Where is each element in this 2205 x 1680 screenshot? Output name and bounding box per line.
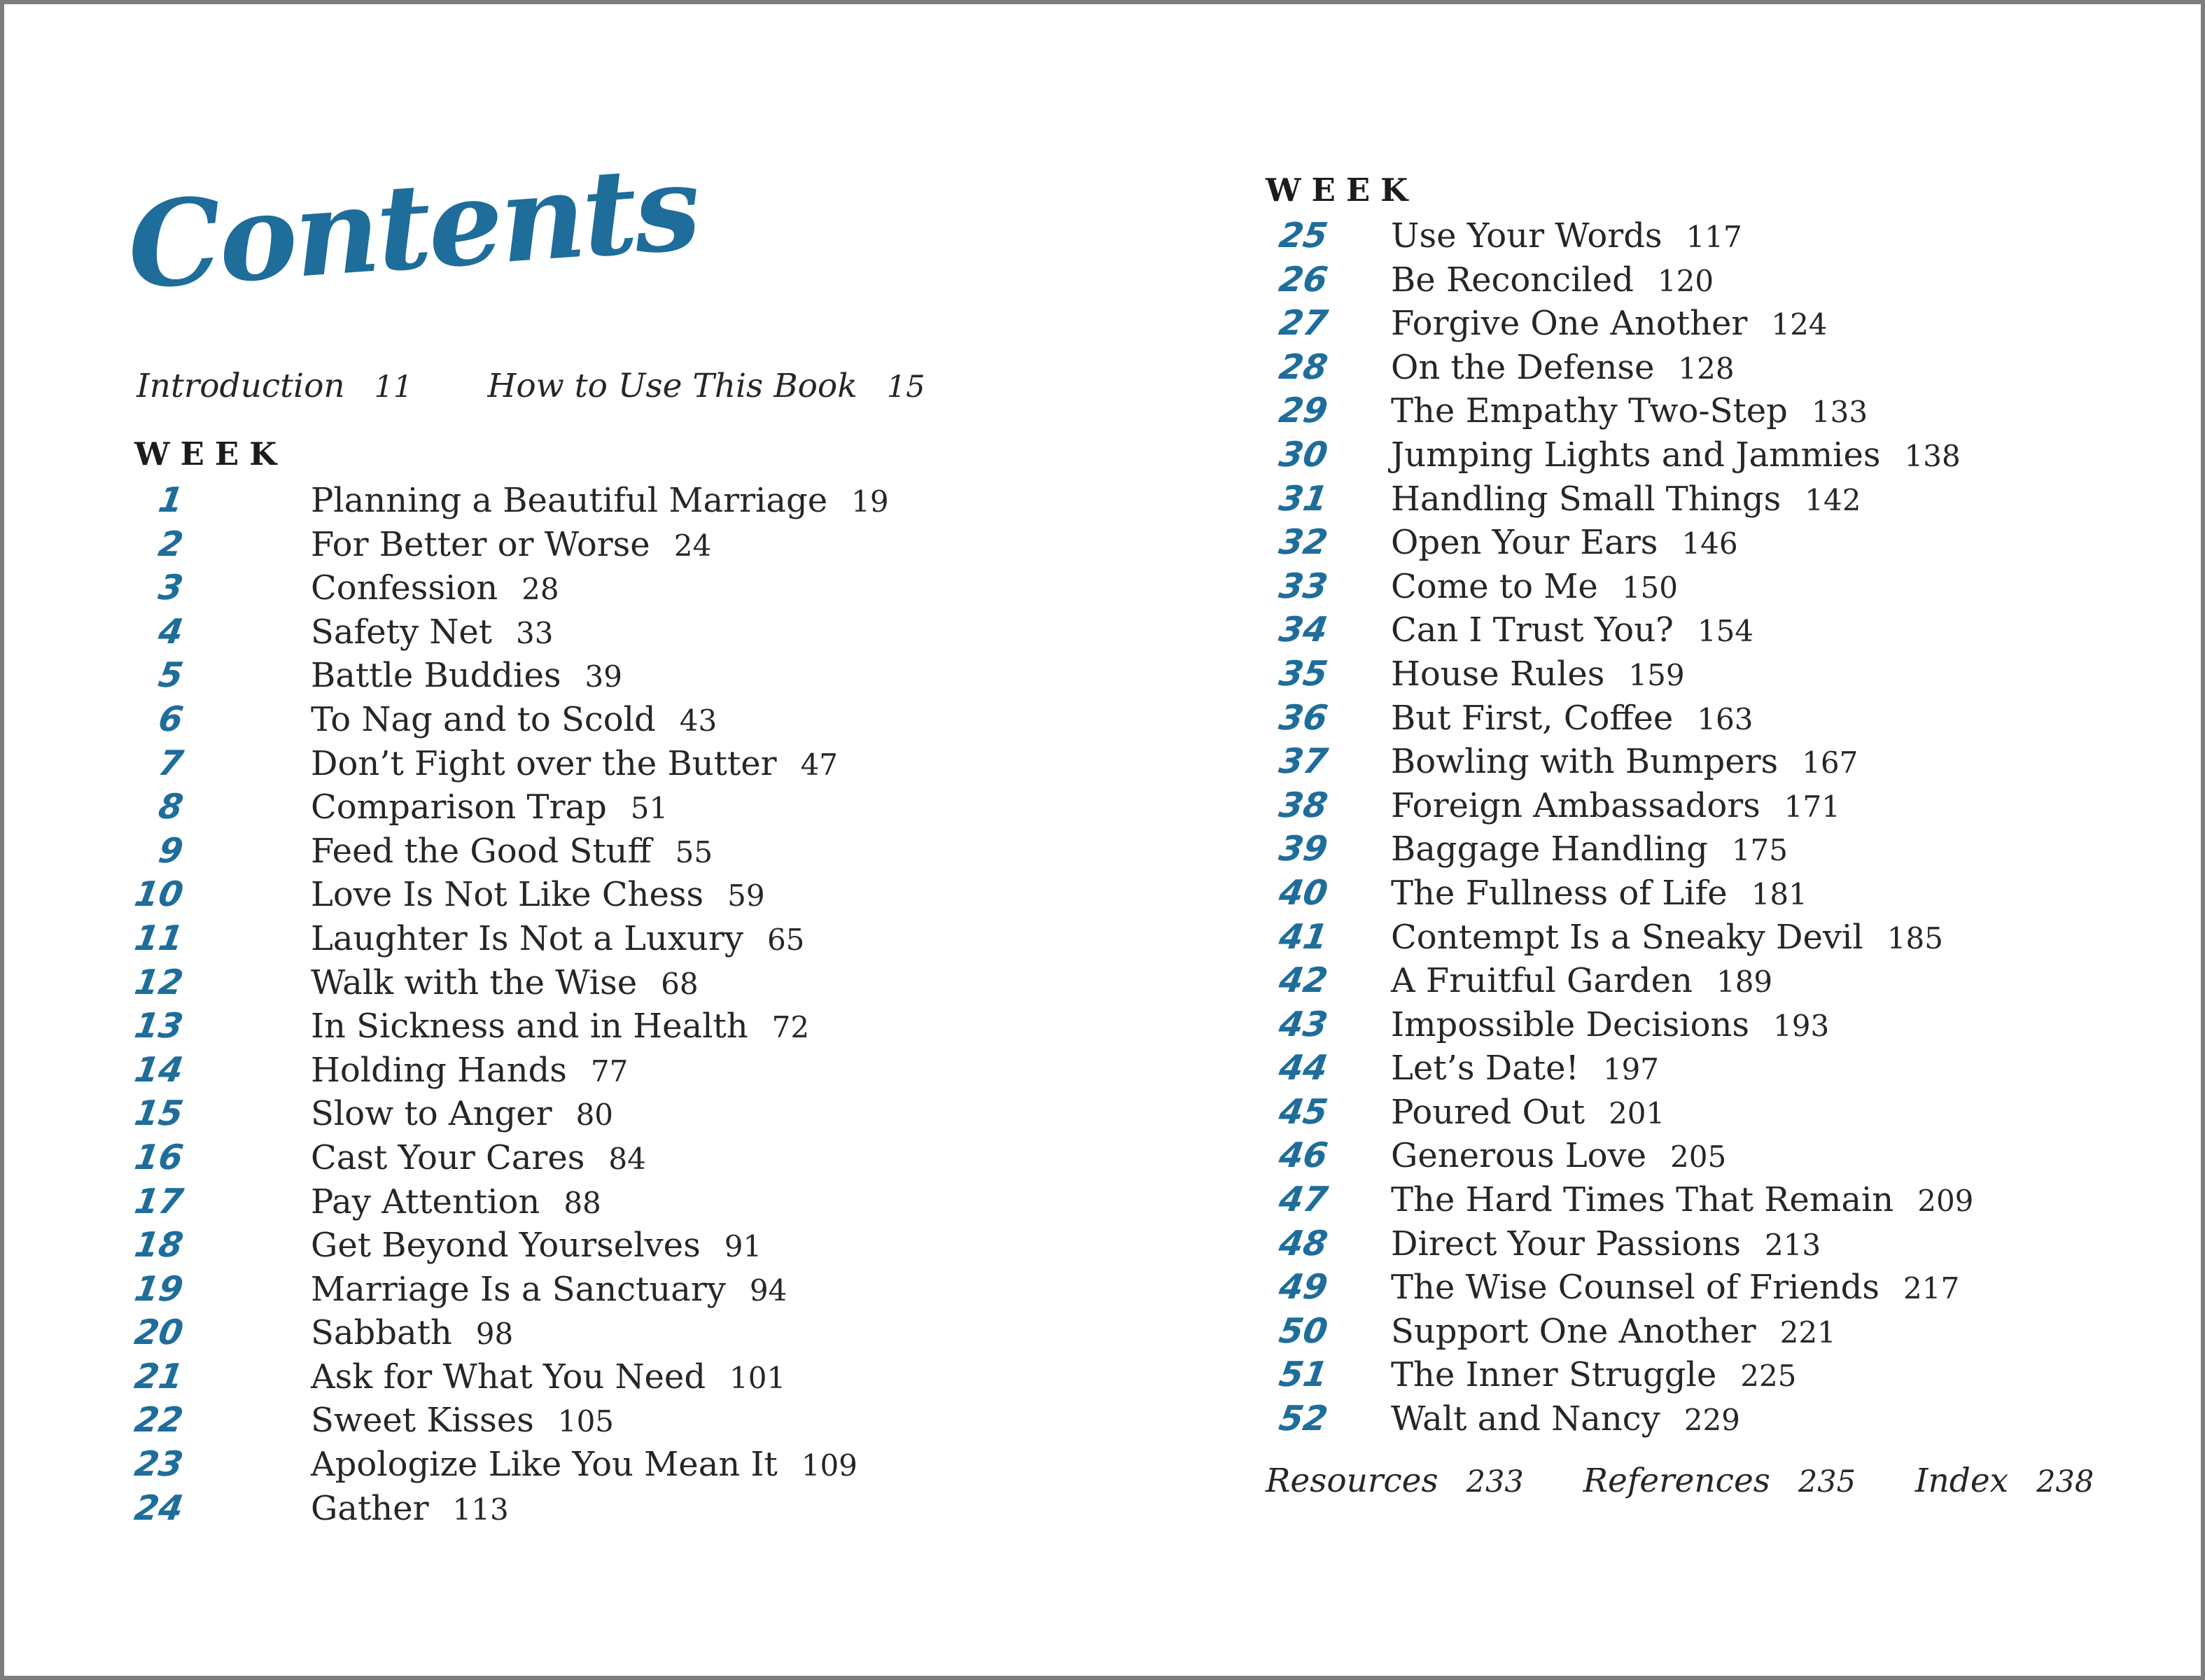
week-number: 33	[1276, 566, 1331, 606]
toc-row	[1266, 1266, 2197, 1310]
toc-row	[1266, 433, 2197, 477]
week-number: 35	[1276, 653, 1331, 694]
chapter-title: On the Defense	[1391, 347, 1655, 387]
week-number: 38	[1276, 785, 1331, 825]
toc-row	[131, 654, 1076, 698]
page-number: 77	[590, 1054, 629, 1088]
week-number: 37	[1276, 741, 1331, 782]
toc-row	[131, 1399, 1076, 1443]
page-number: 138	[1904, 438, 1961, 473]
chapter-title: Let’s Date!	[1391, 1049, 1579, 1088]
chapter-title: Confession	[311, 568, 498, 608]
week-number: 24	[132, 1488, 186, 1528]
page-number: 150	[1621, 570, 1678, 605]
toc-row	[1266, 872, 2197, 916]
matter-label: References	[1583, 1462, 1770, 1500]
page-number: 124	[1771, 307, 1828, 342]
week-number: 46	[1276, 1135, 1331, 1176]
toc-row	[1266, 1397, 2197, 1441]
chapter-title: The Empathy Two-Step	[1391, 391, 1788, 431]
page-number: 43	[679, 703, 718, 738]
week-number: 26	[1276, 259, 1331, 300]
toc-row	[1266, 1046, 2197, 1091]
week-number: 5	[155, 655, 186, 696]
page-number: 105	[557, 1404, 615, 1439]
toc-row	[131, 1224, 1076, 1268]
matter-item	[487, 367, 925, 405]
chapter-title: Holding Hands	[311, 1050, 567, 1090]
chapter-title: Contempt Is a Sneaky Devil	[1391, 917, 1863, 957]
toc-row	[1266, 521, 2197, 565]
toc-row	[1266, 565, 2197, 609]
week-number: 42	[1276, 960, 1331, 1001]
week-number: 45	[1276, 1091, 1331, 1132]
week-number: 18	[132, 1225, 186, 1266]
chapter-title: House Rules	[1391, 654, 1605, 694]
toc-row	[1266, 959, 2197, 1003]
chapter-title: Apologize Like You Mean It	[311, 1445, 778, 1485]
chapter-title: But First, Coffee	[1391, 698, 1674, 738]
week-number: 43	[1276, 1004, 1331, 1044]
chapter-title: Support One Another	[1391, 1311, 1756, 1351]
page-number: 181	[1751, 876, 1807, 911]
toc-row	[1266, 784, 2197, 828]
toc-row	[131, 479, 1076, 523]
week-number: 50	[1276, 1310, 1331, 1351]
chapter-title: To Nag and to Scold	[311, 699, 656, 739]
chapter-title: Open Your Ears	[1391, 523, 1658, 563]
toc-row	[1266, 1310, 2197, 1354]
week-number: 14	[132, 1049, 186, 1090]
toc-list-right	[1266, 214, 2197, 1441]
page-number: 146	[1681, 526, 1738, 561]
page-number: 229	[1684, 1403, 1740, 1438]
matter-label: Resources	[1266, 1462, 1438, 1500]
week-number: 31	[1276, 478, 1331, 519]
toc-row	[131, 1049, 1076, 1093]
matter-item	[1915, 1462, 2094, 1500]
chapter-title: Slow to Anger	[311, 1094, 552, 1134]
matter-page: 11	[374, 370, 413, 405]
chapter-title: Laughter Is Not a Luxury	[311, 918, 743, 958]
toc-row	[131, 698, 1076, 742]
chapter-title: For Better or Worse	[311, 524, 650, 564]
chapter-title: A Fruitful Garden	[1391, 961, 1693, 1001]
page-number: 84	[608, 1141, 646, 1176]
chapter-title: The Hard Times That Remain	[1391, 1180, 1894, 1220]
page-number: 33	[516, 615, 554, 650]
chapter-title: Feed the Good Stuff	[311, 831, 652, 871]
toc-row	[131, 1355, 1076, 1399]
page-number: 65	[766, 922, 805, 957]
chapter-title: Handling Small Things	[1391, 479, 1782, 519]
page-number: 88	[564, 1185, 601, 1220]
week-number: 3	[155, 568, 186, 608]
toc-row	[131, 1004, 1076, 1049]
toc-row	[1266, 1003, 2197, 1047]
toc-row	[1266, 916, 2197, 960]
toc-row	[1266, 1222, 2197, 1266]
chapter-title: Poured Out	[1391, 1092, 1586, 1132]
chapter-title: Comparison Trap	[311, 788, 607, 827]
week-number: 19	[132, 1268, 186, 1309]
toc-row	[1266, 389, 2197, 433]
toc-row	[1266, 608, 2197, 652]
page-number: 197	[1602, 1052, 1659, 1087]
page-number: 68	[661, 966, 699, 1001]
chapter-title: Direct Your Passions	[1391, 1224, 1741, 1264]
week-number: 52	[1276, 1399, 1331, 1439]
page-number: 19	[851, 484, 889, 519]
toc-row	[131, 1180, 1076, 1224]
toc-row	[1266, 302, 2197, 346]
week-number: 7	[155, 743, 186, 783]
page-number: 225	[1740, 1359, 1797, 1394]
week-number: 17	[132, 1181, 186, 1222]
week-number: 16	[132, 1137, 186, 1177]
chapter-title: Sabbath	[311, 1313, 452, 1353]
week-number: 29	[1276, 391, 1331, 431]
toc-row	[131, 1136, 1076, 1180]
week-number: 25	[1276, 216, 1331, 255]
week-number: 10	[132, 874, 186, 915]
week-heading-left: WEEK	[134, 435, 288, 472]
week-number: 6	[155, 699, 186, 739]
chapter-title: Jumping Lights and Jammies	[1391, 435, 1881, 475]
page-number: 209	[1917, 1184, 1974, 1219]
chapter-title: Planning a Beautiful Marriage	[311, 481, 828, 520]
chapter-title: Baggage Handling	[1391, 830, 1708, 869]
week-number: 41	[1276, 916, 1331, 957]
week-number: 20	[132, 1312, 186, 1353]
week-number: 22	[132, 1400, 186, 1441]
page-number: 28	[522, 572, 559, 607]
chapter-title: Love Is Not Like Chess	[311, 875, 704, 915]
week-number: 11	[132, 918, 186, 958]
chapter-title: Walt and Nancy	[1391, 1399, 1660, 1439]
matter-label: Index	[1914, 1462, 2009, 1500]
chapter-title: Get Beyond Yourselves	[311, 1226, 701, 1266]
page-number: 117	[1686, 220, 1742, 254]
page-number: 193	[1773, 1008, 1830, 1043]
chapter-title: Marriage Is a Sanctuary	[311, 1269, 726, 1309]
week-number: 34	[1276, 610, 1331, 650]
week-number: 9	[155, 830, 186, 871]
week-number: 1	[155, 480, 186, 520]
toc-row	[1266, 346, 2197, 390]
chapter-title: Ask for What You Need	[311, 1357, 706, 1396]
week-number: 23	[132, 1444, 186, 1485]
toc-row	[131, 1311, 1076, 1355]
page-number: 55	[675, 834, 713, 869]
page-number: 154	[1697, 614, 1754, 649]
front-matter	[136, 367, 989, 406]
week-number: 51	[1276, 1354, 1331, 1395]
page-number: 72	[771, 1010, 810, 1045]
page-number: 133	[1811, 395, 1868, 430]
toc-row	[131, 566, 1076, 610]
chapter-title: Battle Buddies	[311, 656, 561, 696]
chapter-title: Don’t Fight over the Butter	[311, 743, 777, 783]
week-number: 48	[1276, 1223, 1331, 1264]
chapter-title: The Wise Counsel of Friends	[1391, 1268, 1880, 1308]
toc-row	[1266, 214, 2197, 258]
page-number: 101	[729, 1360, 786, 1395]
chapter-title: Safety Net	[311, 612, 493, 652]
chapter-title: Come to Me	[1391, 566, 1598, 606]
week-number: 12	[132, 962, 186, 1002]
matter-label: How to Use This Book	[487, 367, 858, 405]
chapter-title: The Fullness of Life	[1391, 873, 1728, 913]
chapter-title: Use Your Words	[1391, 216, 1662, 255]
week-number: 32	[1276, 522, 1331, 563]
toc-row	[131, 1092, 1076, 1136]
chapter-title: The Inner Struggle	[1391, 1355, 1717, 1395]
page-number: 163	[1697, 701, 1754, 736]
chapter-title: Foreign Ambassadors	[1391, 785, 1760, 825]
page-number: 39	[584, 659, 622, 694]
week-number: 39	[1276, 829, 1331, 869]
page-number: 109	[801, 1448, 858, 1483]
page-number: 201	[1609, 1096, 1665, 1130]
toc-row	[131, 1487, 1076, 1531]
toc-row	[1266, 258, 2197, 302]
week-number: 40	[1276, 872, 1331, 913]
page-number: 167	[1802, 746, 1858, 780]
chapter-title: Impossible Decisions	[1391, 1004, 1750, 1044]
matter-page: 235	[1798, 1464, 1856, 1499]
matter-page: 238	[2036, 1464, 2094, 1499]
toc-row	[1266, 652, 2197, 696]
page-title: Contents	[123, 137, 702, 316]
toc-row	[1266, 1134, 2197, 1178]
toc-row	[131, 785, 1076, 830]
week-number: 28	[1276, 346, 1331, 387]
page-number: 175	[1731, 833, 1788, 868]
matter-page: 15	[886, 370, 925, 405]
chapter-title: Forgive One Another	[1391, 304, 1748, 344]
toc-list-left	[131, 479, 1076, 1530]
page-number: 113	[452, 1492, 509, 1527]
page-number: 51	[630, 791, 668, 826]
week-number: 49	[1276, 1267, 1331, 1308]
toc-row	[131, 523, 1076, 567]
week-number: 47	[1276, 1180, 1331, 1220]
week-number: 4	[155, 611, 186, 652]
week-number: 8	[155, 787, 186, 827]
toc-row	[1266, 740, 2197, 784]
chapter-title: In Sickness and in Health	[311, 1007, 748, 1046]
toc-row	[131, 873, 1076, 917]
page-number: 221	[1779, 1315, 1836, 1350]
week-number: 13	[132, 1006, 186, 1046]
page-number: 128	[1678, 351, 1735, 386]
toc-row	[131, 961, 1076, 1005]
page-number: 185	[1886, 920, 1943, 955]
week-number: 27	[1276, 303, 1331, 344]
toc-row	[131, 1268, 1076, 1312]
week-heading-right: WEEK	[1266, 172, 1419, 209]
toc-row	[131, 917, 1076, 961]
toc-row	[1266, 696, 2197, 741]
page-number: 213	[1764, 1227, 1821, 1262]
week-number: 36	[1276, 697, 1331, 738]
page-number: 217	[1903, 1271, 1960, 1306]
matter-item	[1583, 1462, 1856, 1500]
chapter-title: Pay Attention	[311, 1182, 540, 1222]
page-number: 80	[575, 1098, 614, 1133]
page-number: 91	[724, 1229, 762, 1264]
page-number: 59	[727, 878, 765, 913]
week-number: 21	[132, 1356, 186, 1396]
toc-row	[131, 742, 1076, 786]
chapter-title: Can I Trust You?	[1391, 610, 1674, 650]
matter-item	[1266, 1462, 1524, 1500]
toc-row	[1266, 1091, 2197, 1135]
matter-label: Introduction	[136, 367, 345, 405]
page-number: 24	[673, 528, 712, 563]
page-number: 159	[1628, 657, 1685, 692]
week-number: 44	[1276, 1048, 1331, 1088]
toc-row	[131, 1443, 1076, 1487]
week-number: 15	[132, 1093, 186, 1134]
toc-row	[1266, 1353, 2197, 1397]
chapter-title: Gather	[311, 1488, 429, 1528]
toc-row	[1266, 1178, 2197, 1222]
toc-row	[1266, 827, 2197, 872]
page-number: 120	[1657, 263, 1714, 298]
page-number: 98	[475, 1317, 514, 1352]
chapter-title: Sweet Kisses	[311, 1401, 534, 1441]
page-number: 171	[1784, 789, 1840, 824]
back-matter	[1266, 1462, 2143, 1501]
page-number: 205	[1670, 1140, 1727, 1175]
page-number: 189	[1716, 965, 1773, 1000]
page-number: 47	[800, 747, 839, 782]
chapter-title: Walk with the Wise	[311, 962, 638, 1002]
toc-row	[131, 830, 1076, 874]
toc-row	[1266, 477, 2197, 522]
chapter-title: Cast Your Cares	[311, 1138, 585, 1177]
page-number: 142	[1805, 482, 1861, 517]
chapter-title: Bowling with Bumpers	[1391, 742, 1779, 782]
week-number: 2	[155, 524, 186, 564]
page-number: 94	[749, 1273, 788, 1308]
matter-page: 233	[1466, 1464, 1524, 1499]
toc-row	[131, 610, 1076, 654]
matter-item	[136, 367, 412, 405]
chapter-title: Generous Love	[1391, 1136, 1647, 1176]
week-number: 30	[1276, 434, 1331, 475]
chapter-title: Be Reconciled	[1391, 260, 1634, 300]
